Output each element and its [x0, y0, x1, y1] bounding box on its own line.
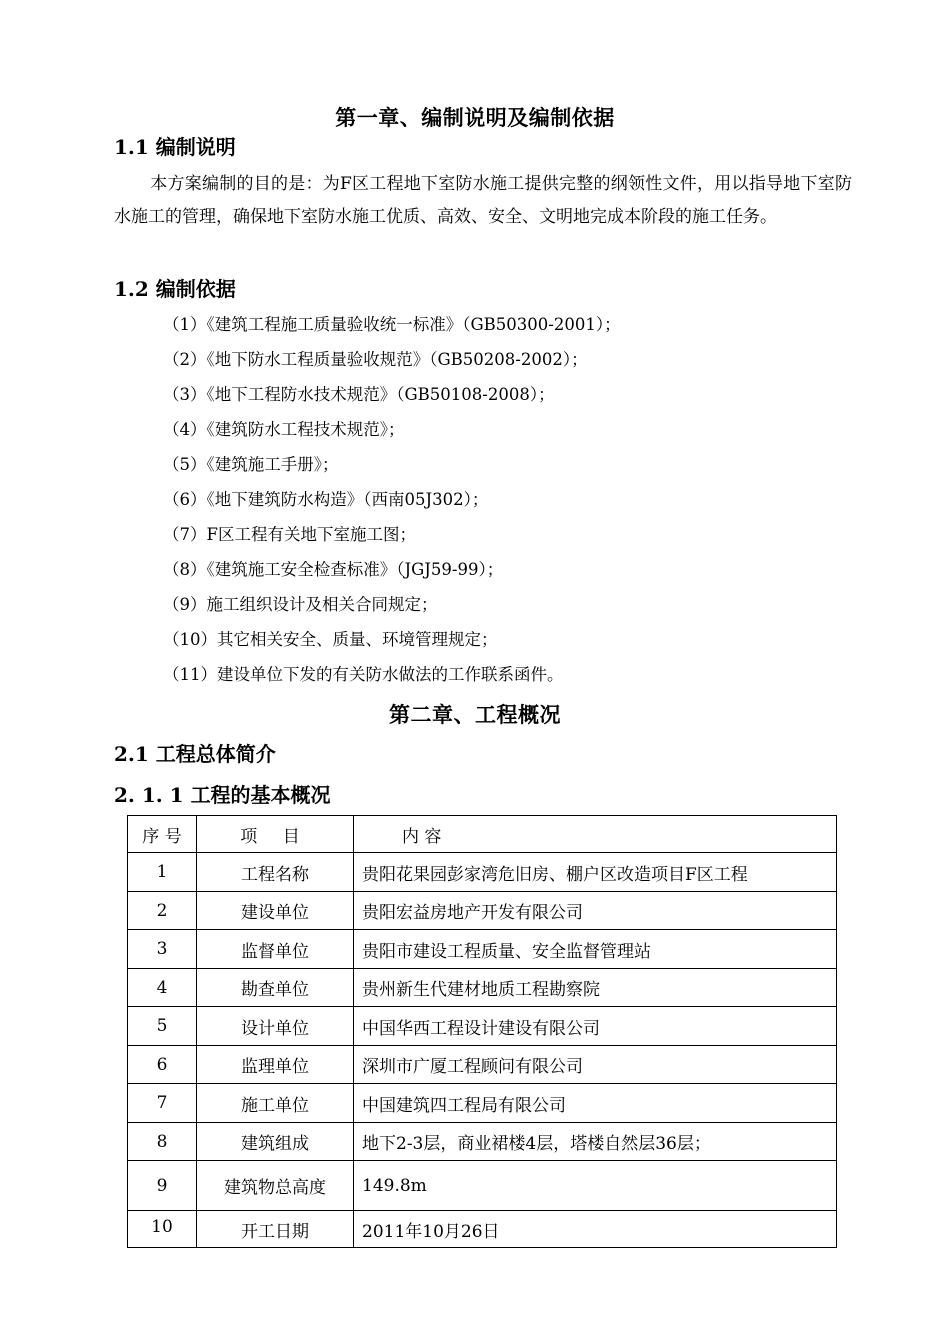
reference-list [163, 310, 621, 695]
cell-item: 开工日期 [197, 1211, 354, 1248]
table-row [128, 1211, 837, 1248]
cell-content: 2011年10月26日 [354, 1211, 837, 1248]
table-row [128, 1084, 837, 1123]
cell-content: 深圳市广厦工程顾问有限公司 [354, 1046, 837, 1084]
reference-item: （4）《建筑防水工程技术规范》； [163, 420, 405, 439]
cell-index: 5 [128, 1007, 197, 1046]
section-2-1-1-heading: 2. 1. 1 工程的基本概况 [114, 783, 331, 807]
cell-item: 建设单位 [197, 892, 354, 930]
cell-item: 监理单位 [197, 1046, 354, 1084]
reference-item: （3）《地下工程防水技术规范》（GB50108-2008）； [163, 385, 555, 404]
table-row [128, 969, 837, 1007]
table-row [128, 1046, 837, 1084]
header-content: 内 容 [354, 816, 837, 853]
reference-item: （9）施工组织设计及相关合同规定； [163, 595, 438, 614]
cell-content: 贵阳宏益房地产开发有限公司 [354, 892, 837, 930]
header-index: 序 号 [128, 816, 197, 853]
section-1-1-paragraph [114, 168, 852, 234]
paragraph-text: 本方案编制的目的是：为F区工程地下室防水施工提供完整的纲领性文件，用以指导地下室防水施工的管理，确保地下室防水施工优质、高效、安全、文明地完成本阶段的施工任务。 [114, 174, 852, 227]
cell-content: 地下2-3层，商业裙楼4层，塔楼自然层36层； [354, 1123, 837, 1161]
cell-content: 贵州新生代建材地质工程勘察院 [354, 969, 837, 1007]
cell-item: 监督单位 [197, 930, 354, 969]
table-header-row [128, 816, 837, 853]
table-row [128, 1161, 837, 1211]
chapter-2-title: 第二章、工程概况 [389, 702, 561, 727]
reference-item: （1）《建筑工程施工质量验收统一标准》（GB50300-2001）； [163, 315, 621, 334]
cell-item: 勘查单位 [197, 969, 354, 1007]
cell-index: 7 [128, 1084, 197, 1123]
cell-item: 建筑组成 [197, 1123, 354, 1161]
cell-index: 6 [128, 1046, 197, 1084]
cell-index: 2 [128, 892, 197, 930]
cell-index: 3 [128, 930, 197, 969]
reference-item: （7）F区工程有关地下室施工图； [163, 525, 416, 544]
reference-item: （6）《地下建筑防水构造》（西南05J302）； [163, 490, 489, 509]
cell-index: 9 [128, 1161, 197, 1211]
reference-item: （11）建设单位下发的有关防水做法的工作联系函件。 [163, 665, 564, 684]
cell-index: 1 [128, 853, 197, 892]
cell-index: 4 [128, 969, 197, 1007]
table-row [128, 892, 837, 930]
chapter-1-title: 第一章、编制说明及编制依据 [335, 105, 615, 130]
cell-content: 149.8m [354, 1161, 837, 1211]
cell-content: 贵阳花果园彭家湾危旧房、棚户区改造项目F区工程 [354, 853, 837, 892]
reference-item: （10）其它相关安全、质量、环境管理规定； [163, 630, 498, 649]
cell-index: 10 [128, 1211, 197, 1248]
section-2-1-heading: 2.1 工程总体简介 [114, 742, 276, 766]
project-info-table [127, 815, 837, 1248]
section-1-2-heading: 1.2 编制依据 [114, 277, 236, 301]
cell-content: 中国华西工程设计建设有限公司 [354, 1007, 837, 1046]
cell-index: 8 [128, 1123, 197, 1161]
header-item: 项 目 [197, 816, 354, 853]
table-row [128, 1007, 837, 1046]
cell-item: 设计单位 [197, 1007, 354, 1046]
reference-item: （8）《建筑施工安全检查标准》（JGJ59-99）； [163, 560, 504, 579]
section-1-1-heading: 1.1 编制说明 [114, 135, 236, 159]
reference-item: （5）《建筑施工手册》； [163, 455, 339, 474]
table-row [128, 1123, 837, 1161]
cell-content: 贵阳市建设工程质量、安全监督管理站 [354, 930, 837, 969]
reference-item: （2）《地下防水工程质量验收规范》（GB50208-2002）； [163, 350, 588, 369]
table-row [128, 930, 837, 969]
cell-item: 工程名称 [197, 853, 354, 892]
cell-item: 建筑物总高度 [197, 1161, 354, 1211]
cell-item: 施工单位 [197, 1084, 354, 1123]
cell-content: 中国建筑四工程局有限公司 [354, 1084, 837, 1123]
table-row [128, 853, 837, 892]
